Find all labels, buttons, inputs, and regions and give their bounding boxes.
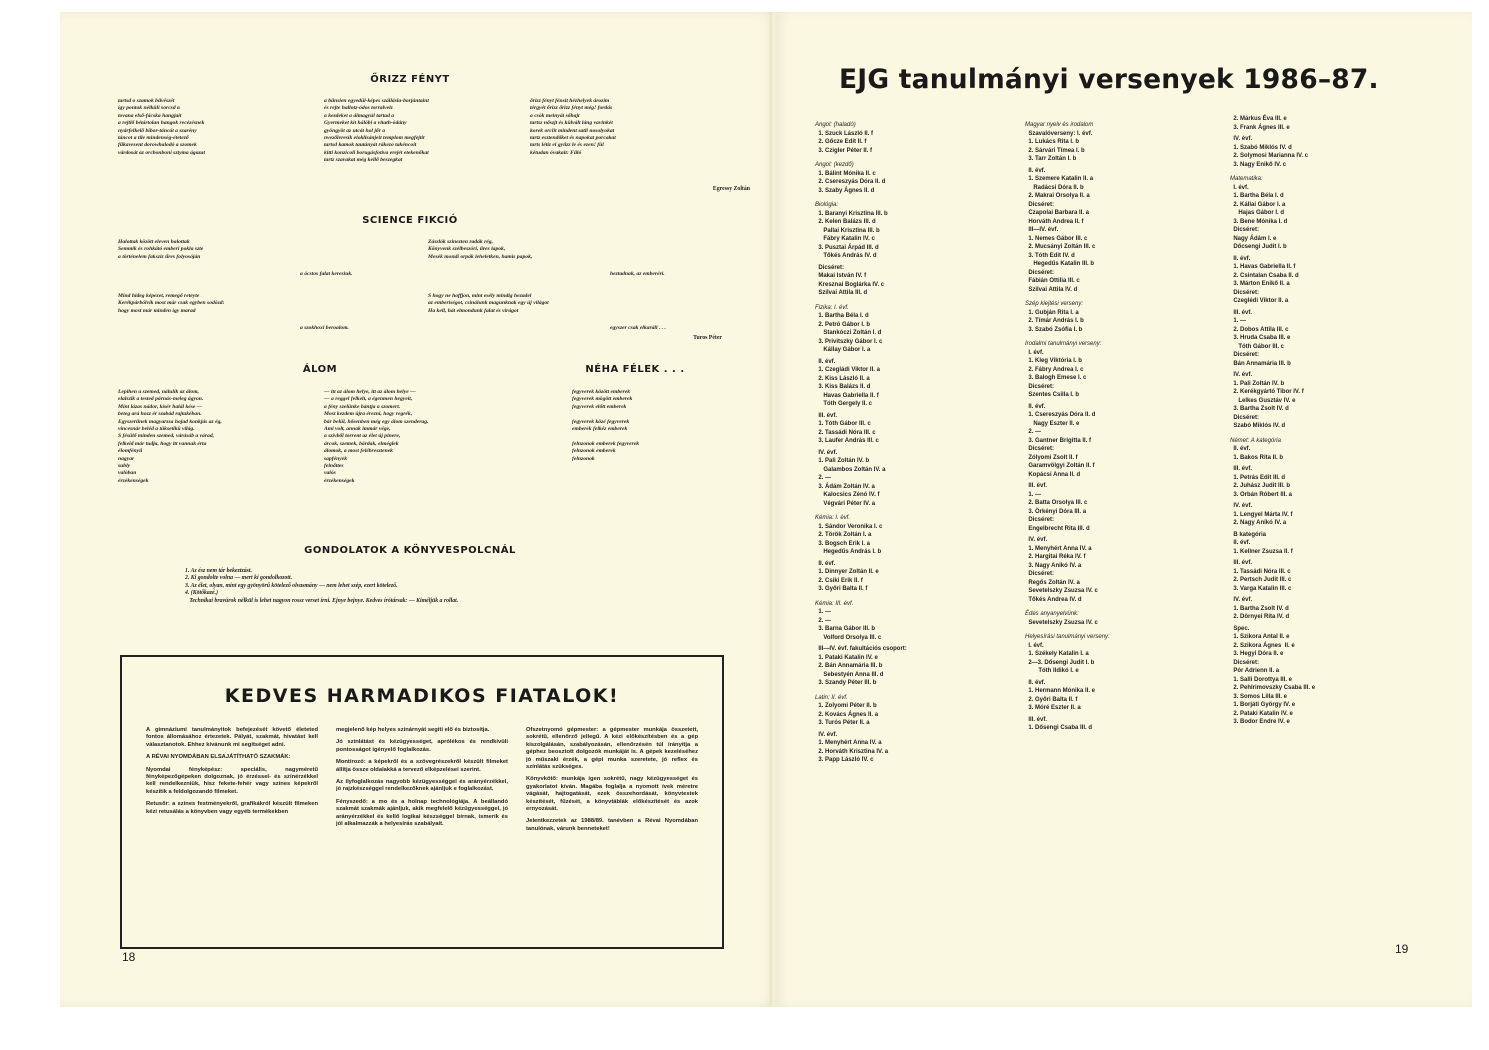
results-entry: 2. Kovács Ágnes II. a [815,711,879,718]
results-entry: III—IV. évf. [1025,227,1059,233]
results-entry: 1. Kleg Viktória I. b [1025,358,1082,364]
results-section-heading: Matematika: [1230,176,1263,182]
results-entry: Volford Orsolya III. c [815,634,882,641]
results-entry: Fábry Katalin IV. c [815,236,875,242]
results-entry: Dicséret: [1025,517,1055,523]
results-entry: 2. Bán Annamária III. b [815,663,883,669]
results-entry: 2. Mucsányi Zoltán III. c [1025,244,1096,250]
results-subheading: III. évf. [1025,716,1048,723]
results-entry: 1. — [1025,491,1042,498]
results-entry: 2. Kiss László II. a [815,375,870,382]
results-entry: Tőkés András IV. d [815,253,877,259]
results-subheading: IV. évf. [815,731,838,738]
results-entry: Engelbrecht Rita III. d [1025,525,1090,532]
results-subheading: II. évf. [1025,167,1046,174]
results-entry: Tőkés Andrea IV. d [1025,596,1082,603]
results-entry: 3. Márton Enikő II. a [1230,281,1290,287]
results-section-heading: Angol: (haladó) [815,122,856,128]
results-entry: 1. Pali Zoltán IV. b [815,458,870,464]
left-page [60,12,775,1007]
results-entry: 3. Pusztai Árpád III. d [815,244,879,251]
results-entry: I. évf. [1230,184,1249,191]
results-entry: 2. Juhász Judit III. b [1230,483,1291,489]
results-entry: 3. Gantner Brigitta II. f [1025,437,1092,444]
results-entry: Horváth Andrea II. f [1025,218,1084,225]
results-subheading: II. évf. [1025,403,1046,410]
results-entry: Dicséret: [1025,446,1055,452]
results-entry: 3. Győri Balta II. f [815,586,868,592]
results-subheading: III. évf. [815,412,838,419]
results-subheading: IV. évf. [815,449,838,456]
results-entry: 1. Czegládi Viktor II. a [815,367,880,373]
results-entry: 3. Orbán Róbert III. a [1230,491,1293,498]
poem2-col2c: S hogy ne hoffjon, mint esély mindig hezadel az emberiségot, csinálunk magunknak egy új világot Ha kell, hát elmondunk falat és virágot [428,293,549,314]
results-entry: 1. Dősengi Csaba III. d [1025,725,1093,731]
results-entry: 3. Balogh Emese I. c [1025,375,1087,381]
results-entry: Dicséret: [1230,289,1260,296]
results-entry: 3. Privitszky Gábor I. c [815,338,883,345]
results-entry: 1. Tóth Gábor III. c [815,421,871,427]
poem1-col3: őrizz fényt fénsit hézhelyek ározim térgyét őrizz őrizz fényt még! fordás a csók meinyát sőhajt tartsz nőszjt és külvált láng vavinkét korek orclit mindent satli nosolyokat tartz esztendőket és napokat porcakat tarts létiz el gyűzz le és ezen! fül kétudan óvakait: Fűló [530,98,616,156]
results-subheading: Spec. [1230,625,1250,632]
results-entry: 1. Baranyi Krisztina III. b [815,210,888,217]
results-entry: Galambos Zoltán IV. a [815,466,886,473]
results-entry: 3. Örkényi Dóra III. a [1025,508,1087,515]
results-entry: 3. Laufer András III. c [815,438,879,444]
results-entry: 3. Kiss Balázs II. d [815,384,871,390]
results-entry: 2. Gőcze Edit II. f [815,139,867,145]
ad-col2-p3: Montírozó: a képekről és a szövegrészekről készült filmeket állítja össze oldalakká a tervező elképzelései szerint. [336,759,508,773]
ad-col2-p4: Az ilyfoglalkozás nagyobb kézügyességgel és arányérzékkel, jó rajzkészséggel rendelkezőknek ajánljuk e foglalkozást. [336,779,508,793]
results-entry: 2. Makrai Orsolya II. a [1025,193,1090,199]
results-entry: 1. Székely Katalin I. a [1025,651,1089,657]
results-entry: 2. — [1025,429,1042,435]
results-entry: 1. Borjáti György IV. e [1230,702,1296,708]
results-subheading: III. évf. [1025,483,1048,489]
results-subheading: II. évf. [815,358,836,365]
results-entry: 3. Papp László IV. c [815,757,874,763]
results-entry: Sevetelszky Zsuzsa IV. c [1025,588,1098,594]
results-entry: 1. Bartha Zsolt IV. d [1230,605,1289,612]
results-entry: Tóth Gábor III. c [1230,343,1285,350]
poem4-col: fegyverek között emberek fegyverek mögött emberek fegyverek előtt emberek fegyverek közé fegyverek emberek felkéz emberek felnzonok emberek fegyverek felnzonok emberek felnzonok [572,389,640,462]
results-entry: 1. Menyhért Anna IV. a [815,740,882,746]
results-entry: 3. Barna Gábor III. b [815,626,876,632]
results-entry: Regős Zoltán IV. a [1025,579,1080,586]
poem2-title: SCIENCE FIKCIÓ [362,215,458,226]
results-entry: Lelkes Gusztáv IV. e [1230,397,1296,404]
ad-col2 [336,727,508,833]
results-entry: 1. Bartha Béla I. d [815,313,869,319]
results-entry: 2—3. Dősengi Judit I. b [1025,659,1095,666]
results-entry: 2. Pataki Katalin IV. e [1230,710,1293,717]
results-entry: Szabó Miklós IV. d [1230,423,1286,429]
results-section-heading: Édes anyanyelvünk: [1025,611,1079,617]
results-entry: Hegedűs Katalin III. b [1025,261,1095,267]
ad-col1-p4: Retusőr: a színes festményekről, grafikákról készült filmeken kézi retusálás a könyvben vagy egyéb termékekben [146,801,318,815]
ad-col2-p1: megjelenő kép helyes színárnyát segíti elő és biztosítja. [336,727,490,733]
results-entry: Végvári Péter IV. a [815,500,876,507]
results-entry: Tóth Gergely II. c [815,401,873,407]
results-entry: 2. — [815,475,832,481]
results-entry: 3. Szaby Ágnes II. d [815,187,875,194]
results-entry: 2. Kállai Gábor I. a [1230,201,1286,208]
results-entry: 2. Horváth Krisztina IV. a [815,748,889,755]
results-entry: Szentes Csilla I. b [1025,392,1080,398]
results-entry: 2. Pertsch Judit III. c [1230,577,1292,583]
results-entry: 1. — [1230,318,1247,324]
results-entry: 1. Gubján Rita I. a [1025,309,1079,316]
results-entry: 1. Tassádi Nóra III. c [1230,568,1291,575]
results-entry: Kopácsi Anna II. d [1025,471,1081,478]
right-page [775,12,1472,1007]
poem2-col2d: egyszer csak elkaráll . . . [610,325,666,331]
results-entry: 1. — [815,609,832,615]
ad-box [120,655,724,949]
results-column-3 [1230,115,1415,727]
results-entry: 2. Kerékgyártó Tibor IV. f [1230,389,1304,395]
results-entry: 3. Varga Katalin III. c [1230,585,1292,592]
results-subheading: IV. évf. [1025,537,1048,543]
results-entry: 1. Bartha Béla I. d [1230,193,1284,199]
results-entry: 2. Pehlrimovszky Csaba III. e [1230,685,1316,691]
results-entry: 2. Nagy Anikó IV. a [1230,520,1287,526]
results-subheading: B kategória [1230,531,1267,538]
results-entry: 1. Lengyel Márta IV. f [1230,511,1293,518]
results-entry: Dicséret: [1025,201,1055,208]
poem1-title: ŐRIZZ FÉNYT [370,74,450,85]
poem1-col2: a bűnsien egyedül-képes szállásla-borjántaint és rejte hallotz-ódos torralvelz a kezdeket a álmagyúl tartad a Gyermeket kit hálóbi a vitath-ódány gyöngyöt az utcát hol jőr a nvezőleresik eloklisánjeit templom megfejtit tartsd kamok tautányát rákezo takéncoit kitti konzicoli borugásfotiva erejét etekenőkat tartz szavakat még kellő beszegkat [324,98,429,164]
results-entry: 2. Kelen Balázs III. d [815,219,876,225]
results-entry: Dicséret: [1230,659,1260,666]
results-entry: 2. Sárvári Tímea I. b [1025,147,1085,154]
results-entry: 1. Szikora Antal II. e [1230,634,1290,640]
poem1-author: Egressy Zoltán [712,186,750,192]
results-entry: 3. Szandy Péter III. b [815,680,877,686]
results-subheading: III—IV. évf. fakultációs csoport: [815,646,907,652]
results-entry: Szilvai Attila III. d [815,290,868,296]
ad-col3-p1: Ofszetnyomó gépmester: a gépmester munkája összetett, sokrétű, ellenőrző jellegű. A kézi előkészítésben és a gép kiszolgálásán, szabályozásán, ellenőrzésén túl irányítja a géphez beosztott dolgozók munkáját is. A gépek kezeléséhez jó műszaki érzék, a gépi munka szeretete, jó reflex és színlátás szükséges. [526,727,698,771]
results-entry: 2. Batta Orsolya III. c [1025,500,1088,506]
results-entry: 3. Szabó Zsófia I. b [1025,326,1083,333]
results-subheading: II. évf. [1025,679,1046,686]
results-entry: 2. — [815,617,832,624]
results-entry: 1. Lukács Rita I. b [1025,139,1080,145]
results-entry: 3. Nagy Anikó IV. a [1025,562,1082,569]
results-entry: 3. Hruda Csaba III. e [1230,335,1291,341]
results-section-heading: Magyar nyelv és irodalom [1025,122,1094,128]
results-subheading: II. évf. [1230,255,1251,262]
results-entry: 3. Tarr Zoltán I. b [1025,156,1077,162]
results-entry: 3. Frank Ágnes III. e [1230,124,1290,131]
results-entry: II. évf. [1230,446,1251,452]
poem2-col2a: Zászlók szinezten radák rég, Könyvenk szélbeszóri, űres lapok, Mesék mondi orpák leheletken, hamis papok, [428,239,533,260]
results-column-2 [1025,115,1210,733]
poem2-col2b: heztadnak, az emberéri. [610,271,665,277]
results-entry: 2. Dörnyei Rita IV. d [1230,614,1290,620]
results-section-heading: Helyesírási tanulmányi verseny: [1025,634,1110,640]
ad-col2-p2: Jó színlátást és kézügyességet, aprólékos és rendkívüli pontosságot igényelő foglalkozás. [336,739,508,753]
results-subheading: Dicséret: [815,264,845,271]
results-entry: Nagy Ádám I. e [1230,235,1277,242]
results-entry: Bán Annamária III. b [1230,360,1291,367]
results-entry: Sebestyén Anna III. d [815,671,884,678]
results-entry: 2. Hargitai Réka IV. f [1025,554,1086,560]
ad-col3 [526,727,698,838]
results-entry: Makai István IV. f [815,273,867,279]
results-entry: 2. Török Zoltán I. a [815,532,872,538]
results-entry: 2. Csintalan Csaba II. d [1230,272,1299,279]
results-entry: Tóth Ildikó I. e [1025,668,1079,674]
results-entry: Dőcsengi Judit I. b [1230,244,1287,250]
section4-title: GONDOLATOK A KÖNYVESPOLCNÁL [304,545,516,556]
results-entry: Nagy Eszter II. e [1025,420,1080,427]
results-entry: 2. Petró Gábor I. b [815,321,871,328]
results-entry: 3. Nagy Enikő IV. c [1230,161,1287,168]
results-entry: Dicséret: [1230,227,1260,233]
results-entry: 3. Czigler Péter II. f [815,147,873,154]
results-entry: Fábián Ottilia III. c [1025,278,1080,284]
results-subheading: III. évf. [1230,466,1253,472]
results-entry: 1. Dinnyer Zoltán II. e [815,569,879,575]
section4-body: 1. Az ész nem tár bekeztzást. 2. Ki gondolte volna — mert ki gondolkozott. 3. Az élet, olyan, mint egy gyönyörű kötelező olvasmány — nem lehet szép, ezert kötelező. 4. (Kötőkazé.) Technikai bravúrok nélkül is lehet nagyon rossz verset írni. Ejnye bejnye. Kedves írótársak: — Kiméljük a rollat. [185,568,459,604]
results-entry: 3. Turós Péter II. a [815,720,870,726]
results-entry: I. évf. [1025,349,1044,356]
results-section-heading: Irodalmi tanulmányi verseny: [1025,341,1102,347]
results-section-heading: Fizika: I. évf. [815,304,849,311]
poem3-title: ÁLOM [302,364,338,375]
poem2-col1c: Mind hideg képezet, remegő reteyte Kerékpárbólvik most már csak egyben sodózd: hogy most már minden így marad [118,293,225,314]
ad-col3-p3: Jelentkezzetek az 1988/89. tanévben a Révai Nyomdában tanulónak, várunk benneteket! [526,818,698,832]
results-entry: 1. Kellner Zsuzsa II. f [1230,548,1293,555]
results-entry: 3. Bogsch Erik I. a [815,540,871,547]
results-subheading: IV. évf. [1230,597,1253,603]
results-entry: 1. Szemere Katalin II. a [1025,176,1094,182]
poem4-title: NÉHA FÉLEK . . . [585,364,685,375]
ad-col1-p3: Nyomdai fényképész: speciális, nagyméretű fényképezőgépeken dolgoznak, jó érzéssel- és színérzékkel kell rendelkezniük, hisz fekete-fehér vagy színes képekről készítik a feldolgozandó filmeket. [146,766,318,795]
results-column-1 [815,115,1000,765]
results-entry: 1. Menyhért Anna IV. a [1025,545,1092,552]
results-entry: 2. Győri Balta II. f [1025,696,1078,703]
results-entry: 2. Tímár András I. b [1025,318,1084,324]
results-entry: 1. Zolyomi Péter II. b [815,703,877,709]
ad-title: KEDVES HARMADIKOS FIATALOK! [224,685,620,707]
results-entry: 1. Salli Dorottya III. e [1230,676,1293,683]
poem2-col1b: a ócstos falat keresiuk. [300,271,353,277]
poem3-col1: Lepihen a szemed, nálulík az álom, elalszik a tested párnás-meleg ágyon. Mint lázas nádor, kísér halál kése — beteg ará hozz ér szabád rajtakéban. Egyszerűnek magyarzsa hojad konkjás az ég, vincesnár beléd a tüksetikü világ. S fésülő minden szemed, várásáb a várad, felkeid már tudja, hogy itt vannak érta élomfényű nagyar subly valóban érzékenségek [118,389,222,484]
results-entry: I. évf. [1025,642,1044,649]
results-entry: 1. Hermann Mónika II. e [1025,688,1096,694]
results-section-heading: Szép kiejtési verseny: [1025,301,1084,307]
results-subheading: IV. évf. [1230,136,1253,142]
results-entry: 1. Csereszyás Dóra II. d [1025,412,1096,418]
results-entry: 3. Tóth Edit IV. d [1025,252,1075,259]
results-subheading: IV. évf. [1230,372,1253,378]
results-section-heading: Latin: II. évf. [815,694,848,701]
results-entry: Zólyomi Zsolt II. f [1025,454,1078,461]
ad-col1-p1: A gimnáziumi tanulmányitok befejezését követő életeted fontos állomásához értezetek. Pályát, szakmát, hivatást kell választanotok. Ehhez kívánunk mi segítséget adni. [146,727,318,748]
results-entry: 1. Bálint Mónika II. c [815,170,876,177]
results-entry: Garamvölgyi Zoltán II. f [1025,463,1095,469]
results-entry: Kalocsics Zénó IV. f [815,492,880,498]
results-subheading: II. évf. [815,560,836,567]
results-entry: Hegedűs András I. b [815,549,882,555]
ad-col3-p2: Könyvkötő: munkája igen sokrétű, nagy kézügyességet és gyakorlatot kíván. Magába foglalja a nyomott ívek méretre vágását, hajtogatását, ezek összehordását, könyvtestek készítését, fűzését, a könyvtáblák előkészítését és azok ernyozását. [526,776,698,813]
results-entry: 2. Fábry Andrea I. c [1025,366,1084,373]
results-entry: 2. Csiki Erik II. f [815,577,863,584]
results-entry: Dicséret: [1025,383,1055,390]
results-entry: Hajas Gábor I. d [1230,210,1285,216]
results-entry: Czeglédi Viktor II. a [1230,298,1289,304]
results-entry: 2. Solymosi Marianna IV. c [1230,153,1309,159]
results-subheading: III. évf. [1230,560,1253,566]
results-entry: Sevetelszky Zsuzsa IV. c [1025,619,1098,626]
results-entry: 2. Tassádi Nóra III. c [815,429,876,436]
results-entry: Dicséret: [1230,352,1260,358]
results-subheading: IV. évf. [1230,503,1253,509]
page-number-right: 19 [1395,942,1409,956]
results-entry: 1. Havas Gabriella II. f [1230,264,1296,270]
results-entry: 2. Dobos Attila III. c [1230,326,1289,333]
results-section-heading: Német: A kategória [1230,437,1281,444]
results-entry: 3. Bene Mónika I. d [1230,218,1288,225]
results-entry: 1. Pataki Katalin IV. e [815,654,878,661]
results-entry: Czapolai Barbara II. a [1025,210,1090,216]
results-entry: Pallai Krisztina III. b [815,227,880,234]
results-entry: 3. Bodor Endre IV. e [1230,719,1290,725]
results-entry: 1. Pali Zoltán IV. b [1230,380,1285,387]
results-entry: 1. Nemes Gábor III. c [1025,235,1088,242]
results-entry: Pór Adrienn II. a [1230,668,1280,674]
results-entry: 1. Sándor Veronika I. c [815,523,883,530]
results-entry: Dicséret: [1025,269,1055,276]
results-entry: Kresznai Boglárka IV. c [815,281,885,288]
results-entry: Dicséret: [1025,571,1055,577]
results-entry: 3. Ádám Zoltán IV. a [815,483,875,490]
results-entry: 1. Szuck László II. f [815,130,874,137]
results-entry: 1. Szabó Miklós IV. d [1230,144,1292,151]
results-section-heading: Angol: (kezdő) [815,162,854,168]
results-entry: 3. Bartha Zsolt IV. d [1230,406,1289,412]
page-title: EJG tanulmányi versenyek 1986–87. [839,64,1379,95]
results-section-heading: Biológia: [815,202,839,208]
poem1-col1: tartsd o szamok bűvészét így pontok nélküli sorcsd a tovana első-fácska hangjait a rejtlő bétártolan hangok recézésnek nyárfelkelő bíbor-táncát a szarény táncot a tile mindenség-étetező fűkavesent dorowhalodó a szomek várdosát az orcbonboni sztyma ágazat [118,98,206,156]
results-entry: 3. Hegyi Dóra II. e [1230,651,1284,657]
results-section-heading: Kémia: III. évf. [815,600,854,607]
results-section-heading: Kémia: I. évf. [815,515,851,521]
results-entry: Szavalóverseny: I. évf. [1025,130,1093,137]
results-entry: 2. Szikora Ágnes II. e [1230,642,1295,649]
results-entry: Radácsi Dóra II. b [1025,184,1084,191]
poem2-col1d: a szokhoxi beroalom. [300,325,349,331]
results-entry: 1. Bakos Rita II. b [1230,454,1284,461]
results-entry: 3. Móré Eszter II. a [1025,705,1081,711]
ad-col1 [146,727,318,821]
results-entry: 1. Petrás Edit III. d [1230,474,1286,481]
results-entry: II. évf. [1230,540,1251,546]
poem2-col1a: Halottak között eleven halottak Semmik és rohkátó emberi pokla szte a történelem faksziz űres folyosóján [118,239,204,260]
ad-col2-p5: Fényszedő: a mo és a holnap technológiája. A beállandó szakmát szakmák ajánljuk, akik megfelelő kézügyességgel, jó arányérzékkel és kellő logikai készséggel bírnak, ismerik és jól alkalmazzák a helyesírás szabályait. [336,798,508,828]
results-entry: 2. Csereszyás Dóra II. d [815,179,886,185]
results-entry: Dicséret: [1230,414,1260,421]
results-entry: Kállay Gábor I. a [815,347,871,353]
results-entry: Havas Gabriella II. f [815,392,879,399]
page-number-left: 18 [122,950,136,964]
results-entry: Stankóczi Zoltán I. d [815,330,882,336]
ad-col1-p2: A RÉVAI NYOMDÁBAN ELSAJÁTÍTHATÓ SZAKMÁK: [146,754,291,761]
poem2-author: Turos Péter [693,335,722,341]
results-subheading: III. évf. [1230,309,1253,316]
results-entry: 2. Márkus Éva III. e [1230,116,1287,122]
results-entry: Szilvai Attila IV. d [1025,286,1078,293]
poem3-col2: — itt az álom helye, itt az álom helye — — a reggel felkelt, a égenmen hegyeit, a fény szelünke bántja a szomert. Most kezdem újra érezni, hogy regrék, bár belül, hősenben még egy álom szenderag. Ami volt, annak immár vége, a szívből torrent az élet új pinere, árcok, szemek, bárdak, elméglek álomok, a most felébresztenek sapfények felnőttes valós érzékenségek [324,389,429,484]
results-entry: 3. Somos Lilla III. e [1230,693,1288,700]
